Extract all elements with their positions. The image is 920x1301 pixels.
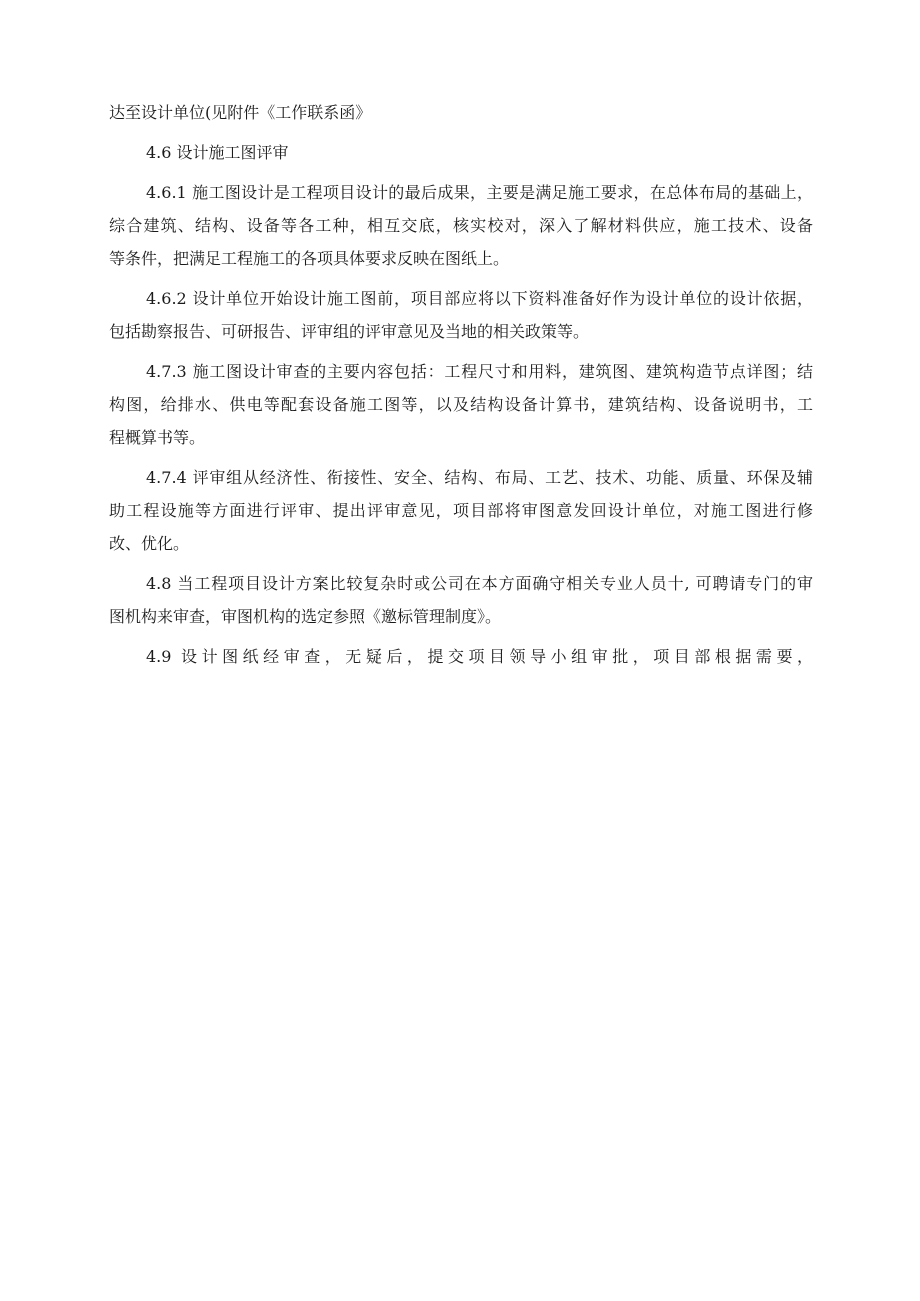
section-heading-4-6: 4.6 设计施工图评审: [146, 143, 289, 162]
paragraph-4-8-line-1: 4.8 当工程项目设计方案比较复杂时或公司在本方面确守相关专业人员十, 可聘请专门的审: [146, 574, 813, 593]
paragraph-4-6-1-line-2: 综合建筑、结构、设备等各工种，相互交底，核实校对，深入了解材料供应，施工技术、设备: [109, 216, 813, 235]
paragraph-4-6-1-line-1: 4.6.1 施工图设计是工程项目设计的最后成果，主要是满足施工要求，在总体布局的基础上，: [146, 183, 813, 202]
paragraph-4-6-1-line-3: 等条件，把满足工程施工的各项具体要求反映在图纸上。: [109, 249, 510, 268]
paragraph-4-7-3-line-3: 程概算书等。: [109, 428, 206, 447]
paragraph-4-9-line-1: 4.9 设计图纸经审查，无疑后，提交项目领导小组审批，项目部根据需要，: [146, 647, 813, 666]
paragraph-4-7-4-line-1: 4.7.4 评审组从经济性、衔接性、安全、结构、布局、工艺、技术、功能、质量、环保及辅: [146, 468, 813, 487]
paragraph-4-7-3-line-1: 4.7.3 施工图设计审查的主要内容包括：工程尺寸和用料，建筑图、建筑构造节点详图；结: [146, 362, 813, 381]
text-line-continuation: 达至设计单位(见附件《工作联系函》: [109, 103, 372, 122]
paragraph-4-7-4-line-2: 助工程设施等方面进行评审、提出评审意见，项目部将审图意发回设计单位，对施工图进行修: [109, 501, 813, 520]
paragraph-4-7-3-line-2: 构图，给排水、供电等配套设备施工图等，以及结构设备计算书，建筑结构、设备说明书，工: [109, 395, 813, 414]
paragraph-4-6-2-line-1: 4.6.2 设计单位开始设计施工图前，项目部应将以下资料准备好作为设计单位的设计依据，: [146, 289, 813, 308]
paragraph-4-6-2-line-2: 包括勘察报告、可研报告、评审组的评审意见及当地的相关政策等。: [109, 322, 590, 341]
paragraph-4-8-line-2: 图机构来审查，审图机构的选定参照《邀标管理制度》。: [109, 607, 502, 626]
paragraph-4-7-4-line-3: 改、优化。: [109, 534, 190, 553]
